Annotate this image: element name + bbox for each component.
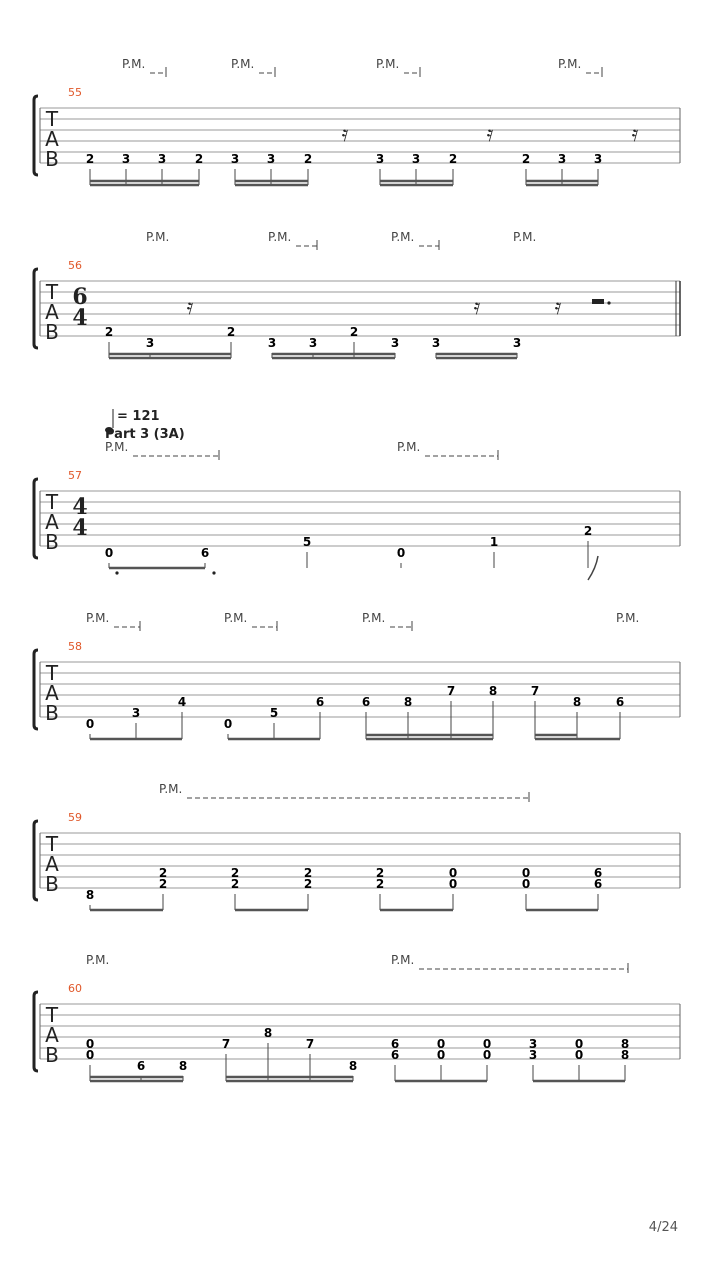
fret-number: 0 xyxy=(574,1048,584,1062)
tab-clef-letter: T xyxy=(45,280,59,304)
tab-clef-letter: A xyxy=(45,127,59,151)
palm-mute-label: P.M. xyxy=(86,611,110,625)
fret-number: 8 xyxy=(263,1026,273,1040)
dot xyxy=(115,571,118,574)
sixteenth-rest: 𝄿 xyxy=(631,122,639,147)
tab-clef-letter: A xyxy=(45,510,59,534)
fret-number: 0 xyxy=(436,1048,446,1062)
section-title: Part 3 (3A) xyxy=(105,427,185,442)
fret-number: 3 xyxy=(308,336,318,350)
fret-number: 0 xyxy=(521,877,531,891)
palm-mute-label: P.M. xyxy=(105,440,129,454)
tab-clef-letter: A xyxy=(45,681,59,705)
fret-number: 3 xyxy=(528,1048,538,1062)
fret-number: 0 xyxy=(85,717,95,731)
tempo-marking: = 121 xyxy=(117,409,160,424)
fret-number: 2 xyxy=(303,152,313,166)
fret-number: 3 xyxy=(557,152,567,166)
palm-mute-label: P.M. xyxy=(391,230,415,244)
fret-number: 3 xyxy=(528,1037,538,1051)
measure-number: 58 xyxy=(68,640,82,653)
tab-clef-letter: T xyxy=(45,832,59,856)
fret-number: 0 xyxy=(85,1048,95,1062)
tab-clef-letter: A xyxy=(45,300,59,324)
system-bracket xyxy=(34,269,38,348)
fret-number: 3 xyxy=(593,152,603,166)
tab-clef-letter: B xyxy=(45,1043,59,1067)
fret-number: 5 xyxy=(302,535,312,549)
fret-number: 3 xyxy=(411,152,421,166)
measure-number: 56 xyxy=(68,259,82,272)
fret-number: 6 xyxy=(136,1059,146,1073)
palm-mute-label: P.M. xyxy=(558,57,582,71)
fret-number: 3 xyxy=(230,152,240,166)
fret-number: 8 xyxy=(620,1037,630,1051)
fret-number: 6 xyxy=(390,1048,400,1062)
fret-number: 3 xyxy=(157,152,167,166)
tab-clef-letter: T xyxy=(45,1003,59,1027)
fret-number: 7 xyxy=(305,1037,315,1051)
fret-number: 6 xyxy=(390,1037,400,1051)
sixteenth-rest: 𝄿 xyxy=(486,122,494,147)
fret-number: 8 xyxy=(403,695,413,709)
fret-number: 3 xyxy=(267,336,277,350)
fret-number: 2 xyxy=(194,152,204,166)
fret-number: 0 xyxy=(574,1037,584,1051)
fret-number: 0 xyxy=(482,1048,492,1062)
fret-number: 0 xyxy=(396,546,406,560)
time-signature-top: 6 xyxy=(72,284,88,310)
measure-number: 59 xyxy=(68,811,82,824)
tab-clef-letter: B xyxy=(45,147,59,171)
fret-number: 2 xyxy=(583,524,593,538)
fret-number: 3 xyxy=(131,706,141,720)
fret-number: 0 xyxy=(223,717,233,731)
fret-number: 0 xyxy=(521,866,531,880)
tab-clef-letter: B xyxy=(45,701,59,725)
tab-clef-letter: T xyxy=(45,661,59,685)
fret-number: 3 xyxy=(145,336,155,350)
fret-number: 5 xyxy=(269,706,279,720)
palm-mute-label: P.M. xyxy=(376,57,400,71)
fret-number: 2 xyxy=(226,325,236,339)
fret-number: 3 xyxy=(431,336,441,350)
fret-number: 2 xyxy=(448,152,458,166)
tab-clef-letter: A xyxy=(45,1023,59,1047)
fret-number: 8 xyxy=(178,1059,188,1073)
page-number: 4/24 xyxy=(648,1220,678,1235)
fret-number: 2 xyxy=(375,877,385,891)
fret-number: 7 xyxy=(530,684,540,698)
time-signature-top: 4 xyxy=(72,494,88,520)
fret-number: 6 xyxy=(593,877,603,891)
system-bracket xyxy=(34,821,38,900)
tab-clef-letter: B xyxy=(45,320,59,344)
fret-number: 2 xyxy=(349,325,359,339)
fret-number: 2 xyxy=(375,866,385,880)
fret-number: 1 xyxy=(489,535,499,549)
fret-number: 6 xyxy=(200,546,210,560)
measure-number: 55 xyxy=(68,86,82,99)
fret-number: 3 xyxy=(266,152,276,166)
fret-number: 2 xyxy=(521,152,531,166)
fret-number: 0 xyxy=(448,877,458,891)
fret-number: 7 xyxy=(221,1037,231,1051)
half-rest xyxy=(592,299,604,304)
note-flag xyxy=(588,556,598,580)
fret-number: 6 xyxy=(593,866,603,880)
system-bracket xyxy=(34,992,38,1071)
fret-number: 8 xyxy=(620,1048,630,1062)
palm-mute-label: P.M. xyxy=(513,230,537,244)
time-signature-bottom: 4 xyxy=(72,515,88,541)
fret-number: 7 xyxy=(446,684,456,698)
fret-number: 2 xyxy=(303,866,313,880)
measure-number: 60 xyxy=(68,982,82,995)
fret-number: 2 xyxy=(158,866,168,880)
palm-mute-label: P.M. xyxy=(146,230,170,244)
dot xyxy=(212,571,215,574)
fret-number: 3 xyxy=(375,152,385,166)
sixteenth-rest: 𝄿 xyxy=(554,295,562,320)
palm-mute-label: P.M. xyxy=(268,230,292,244)
system-bracket xyxy=(34,96,38,175)
palm-mute-label: P.M. xyxy=(86,953,110,967)
fret-number: 3 xyxy=(390,336,400,350)
palm-mute-label: P.M. xyxy=(391,953,415,967)
fret-number: 6 xyxy=(361,695,371,709)
palm-mute-label: P.M. xyxy=(616,611,640,625)
fret-number: 4 xyxy=(177,695,187,709)
palm-mute-label: P.M. xyxy=(159,782,183,796)
sixteenth-rest: 𝄿 xyxy=(473,295,481,320)
fret-number: 0 xyxy=(482,1037,492,1051)
time-signature-bottom: 4 xyxy=(72,305,88,331)
measure-number: 57 xyxy=(68,469,82,482)
tab-clef-letter: B xyxy=(45,872,59,896)
system-bracket xyxy=(34,650,38,729)
tab-clef-letter: A xyxy=(45,852,59,876)
palm-mute-label: P.M. xyxy=(122,57,146,71)
tab-clef-letter: T xyxy=(45,490,59,514)
fret-number: 8 xyxy=(348,1059,358,1073)
fret-number: 0 xyxy=(104,546,114,560)
tab-clef-letter: T xyxy=(45,107,59,131)
fret-number: 3 xyxy=(512,336,522,350)
palm-mute-label: P.M. xyxy=(224,611,248,625)
tab-clef-letter: B xyxy=(45,530,59,554)
fret-number: 2 xyxy=(230,877,240,891)
fret-number: 2 xyxy=(158,877,168,891)
sixteenth-rest: 𝄿 xyxy=(186,295,194,320)
fret-number: 8 xyxy=(572,695,582,709)
system-bracket xyxy=(34,479,38,558)
fret-number: 2 xyxy=(104,325,114,339)
fret-number: 0 xyxy=(448,866,458,880)
dot xyxy=(607,301,610,304)
palm-mute-label: P.M. xyxy=(231,57,255,71)
fret-number: 6 xyxy=(315,695,325,709)
fret-number: 2 xyxy=(303,877,313,891)
fret-number: 2 xyxy=(85,152,95,166)
fret-number: 8 xyxy=(488,684,498,698)
sixteenth-rest: 𝄿 xyxy=(341,122,349,147)
fret-number: 0 xyxy=(436,1037,446,1051)
fret-number: 0 xyxy=(85,1037,95,1051)
fret-number: 6 xyxy=(615,695,625,709)
fret-number: 3 xyxy=(121,152,131,166)
fret-number: 8 xyxy=(85,888,95,902)
palm-mute-label: P.M. xyxy=(397,440,421,454)
fret-number: 2 xyxy=(230,866,240,880)
palm-mute-label: P.M. xyxy=(362,611,386,625)
